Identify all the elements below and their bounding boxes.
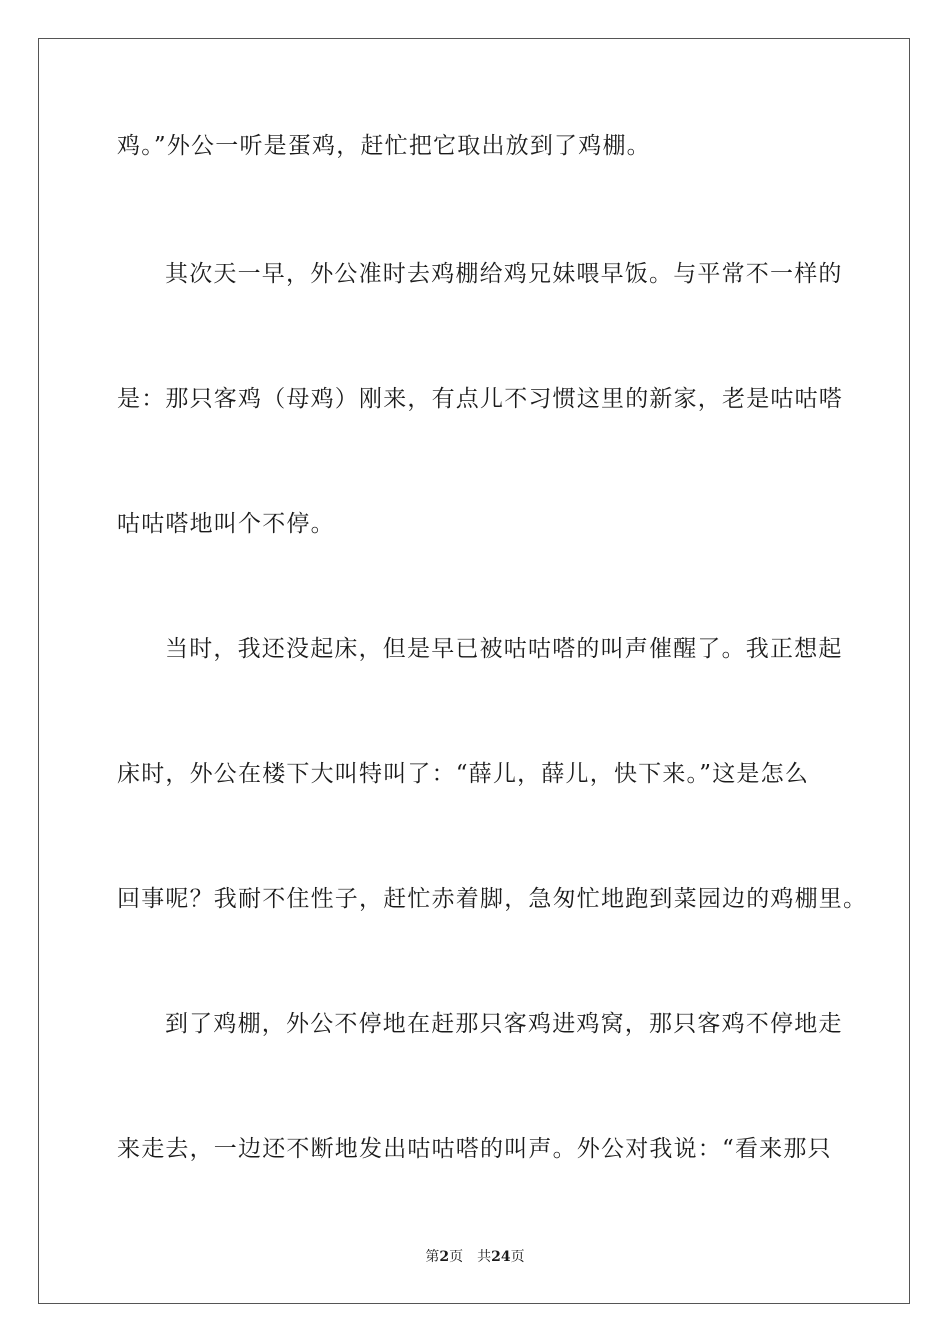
page-footer <box>0 1248 950 1266</box>
paragraph-first-line: 当时，我还没起床，但是早已被咕咕嗒的叫声催醒了。我正想起 <box>165 636 843 662</box>
total-pages: 24 <box>491 1249 511 1265</box>
page-suffix: 页 <box>449 1249 464 1265</box>
paragraph-first-line: 到了鸡棚，外公不停地在赶那只客鸡进鸡窝，那只客鸡不停地走 <box>165 1011 843 1037</box>
text-line: 咕咕嗒地叫个不停。 <box>117 511 335 537</box>
page-number: 2 <box>439 1249 450 1265</box>
total-suffix: 页 <box>510 1249 525 1265</box>
total-prefix: 共 <box>477 1249 492 1265</box>
text-line: 回事呢？我耐不住性子，赶忙赤着脚，急匆忙地跑到菜园边的鸡棚里。 <box>117 886 868 912</box>
text-line: 床时，外公在楼下大叫特叫了：“薛儿，薛儿，快下来。”这是怎么 <box>117 761 810 787</box>
text-line: 鸡。”外公一听是蛋鸡，赶忙把它取出放到了鸡棚。 <box>117 133 651 159</box>
text-line: 是：那只客鸡（母鸡）刚来，有点儿不习惯这里的新家，老是咕咕嗒 <box>117 386 843 412</box>
text-line: 来走去，一边还不断地发出咕咕嗒的叫声。外公对我说：“看来那只 <box>117 1136 832 1162</box>
paragraph-first-line: 其次天一早，外公准时去鸡棚给鸡兄妹喂早饭。与平常不一样的 <box>165 261 843 287</box>
page-prefix: 第 <box>425 1249 440 1265</box>
page-border <box>38 38 910 1304</box>
